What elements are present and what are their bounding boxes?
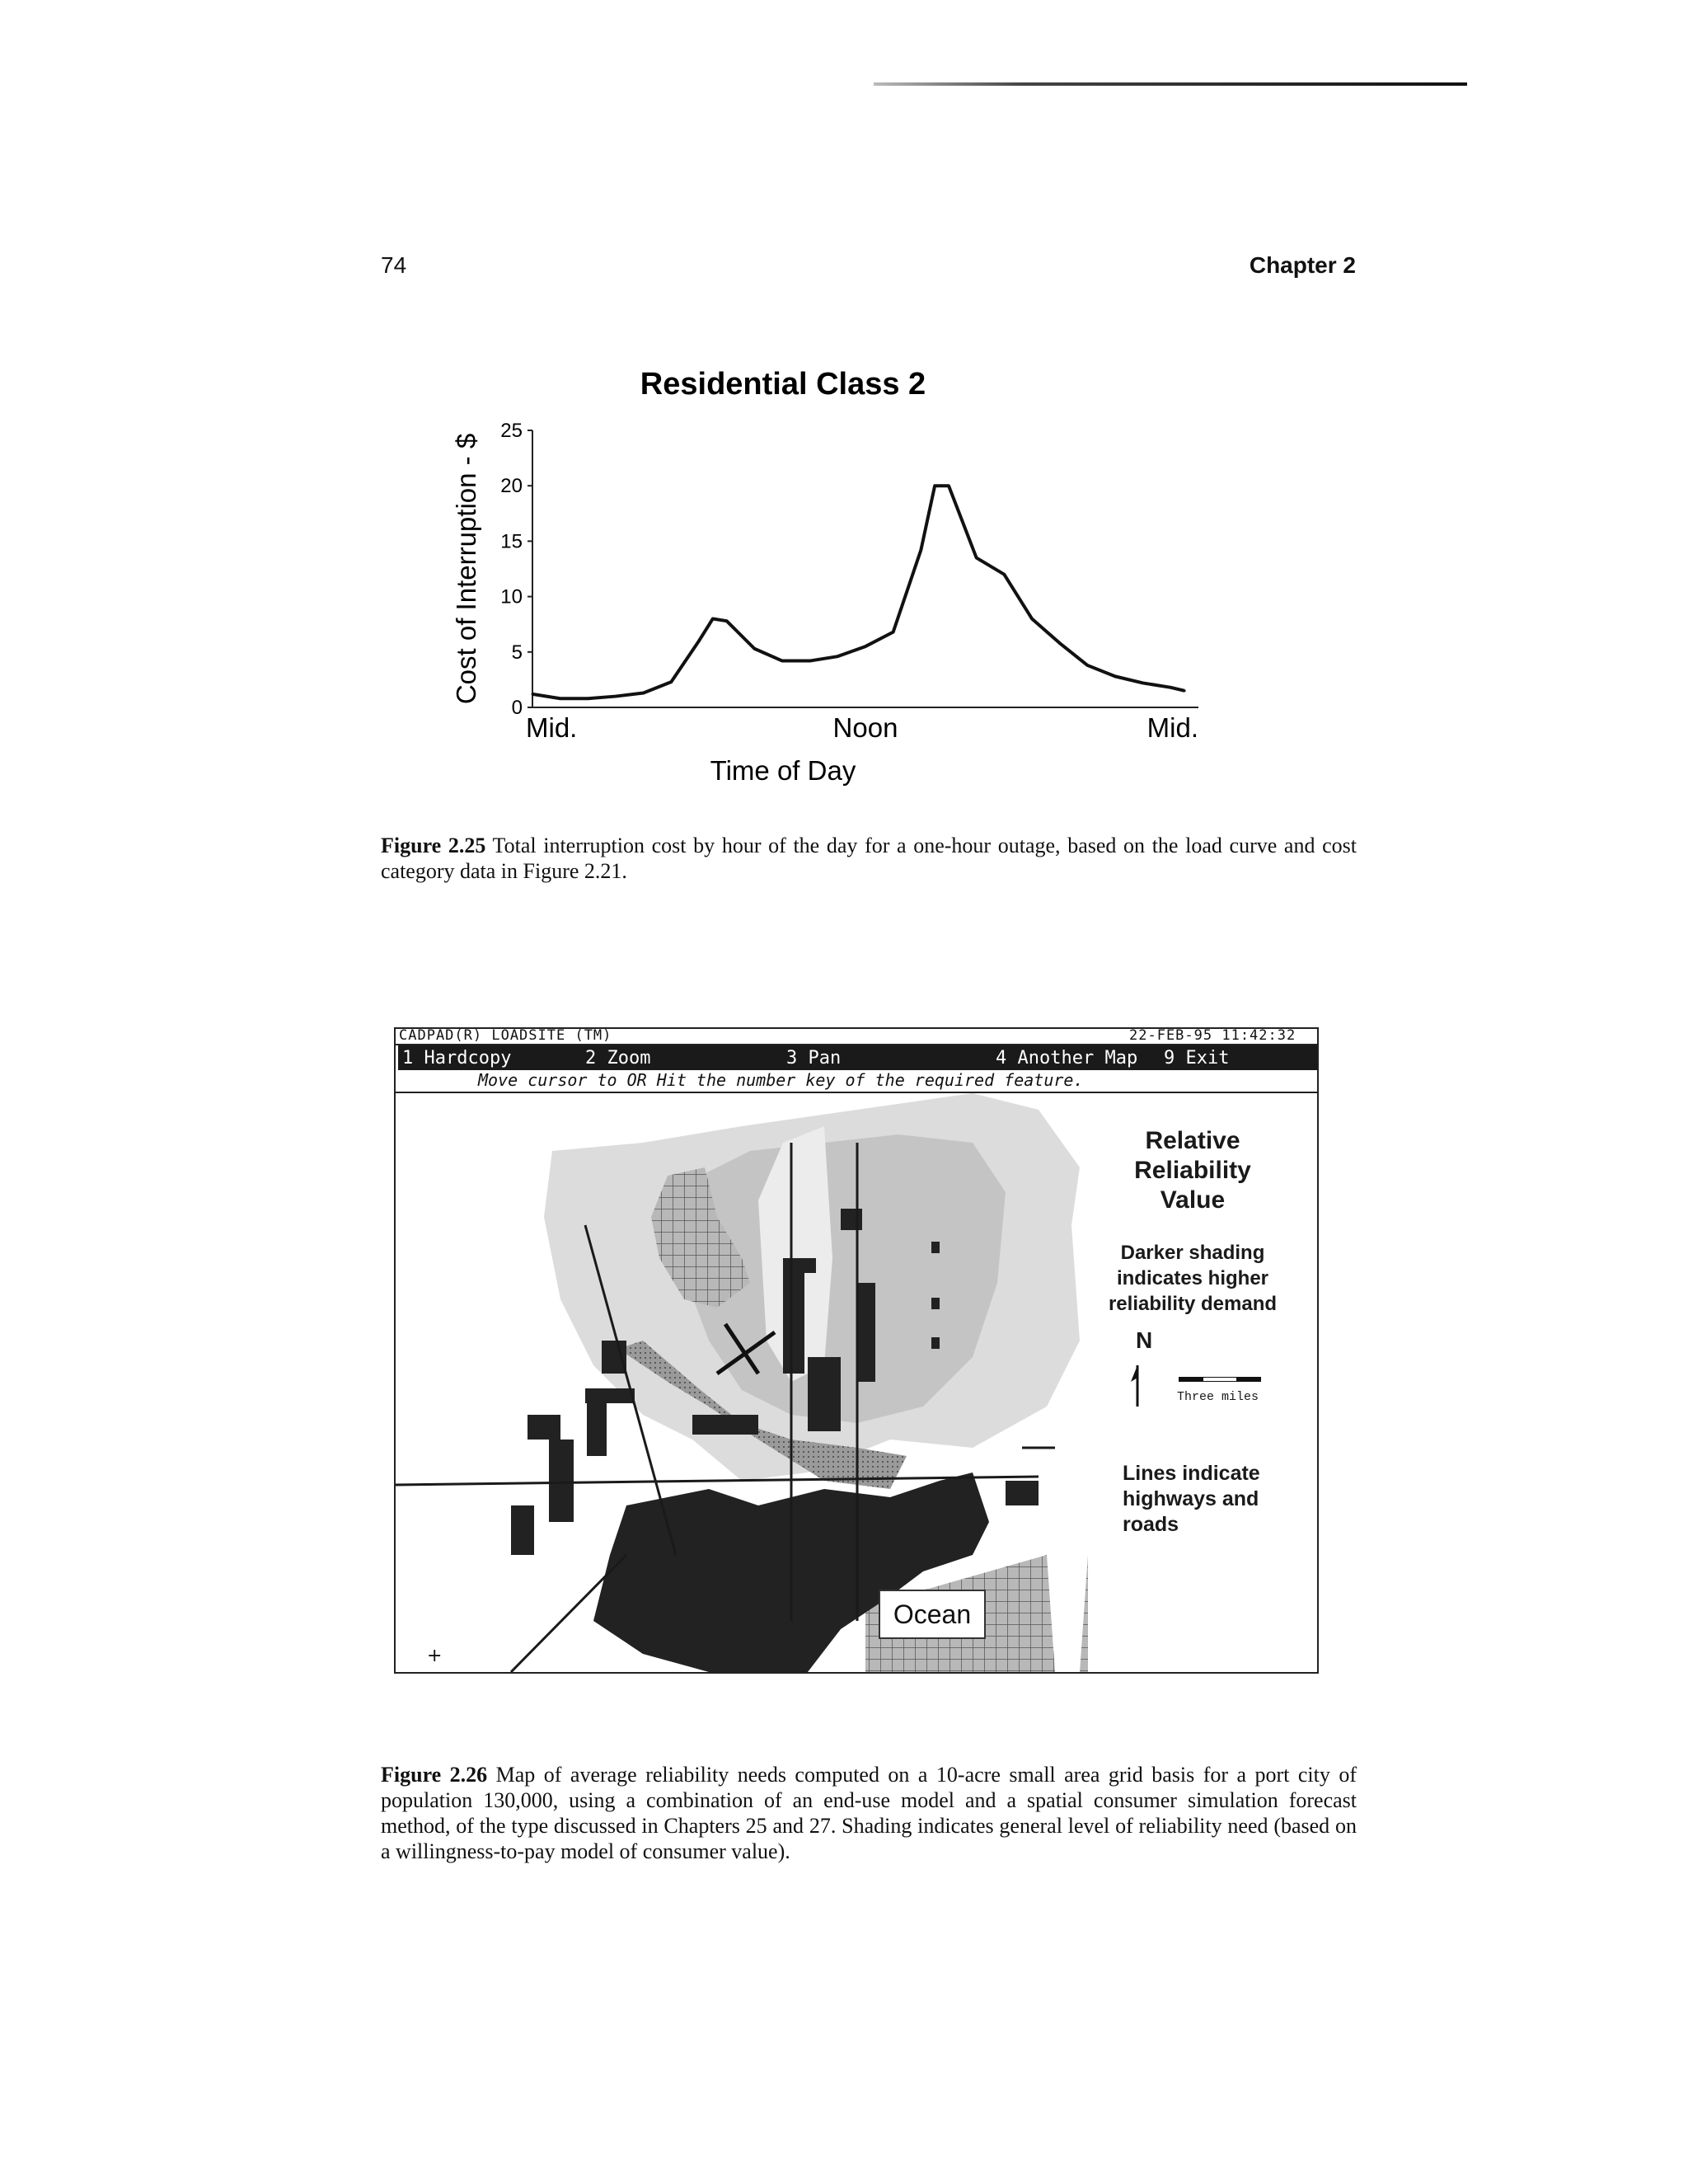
data-point <box>1142 682 1144 684</box>
data-point <box>1058 642 1061 645</box>
header-rule <box>874 82 1467 86</box>
scale-bar-gap <box>1203 1378 1236 1381</box>
x-axis-label: Time of Day <box>710 755 856 786</box>
series-line <box>532 486 1184 698</box>
map-prompt: Move cursor to OR Hit the number key of the required feature. <box>478 1070 1084 1090</box>
map-screenshot <box>394 1027 1319 1674</box>
data-point <box>1184 689 1186 692</box>
chapter-title: Chapter 2 <box>1249 252 1356 278</box>
y-tick-label: 25 <box>500 420 523 442</box>
dark-block <box>528 1415 560 1440</box>
data-point <box>934 485 936 487</box>
map-menu-bar <box>396 1045 1317 1070</box>
menu-another-map[interactable]: 4 Another Map <box>996 1048 1138 1069</box>
legend-title: Relative Reliability Value <box>1134 1127 1251 1214</box>
y-tick-label: 15 <box>500 530 523 553</box>
data-point <box>948 485 950 487</box>
data-point <box>809 660 811 662</box>
y-tick-label: 5 <box>511 641 523 664</box>
menu-exit[interactable]: 9 Exit <box>1164 1048 1230 1069</box>
map-title-bar <box>396 1029 1317 1045</box>
figure-2-26-text: Map of average reliability needs computed on a 10-acre small area grid basis for a port city of population 130,000, using a combination of an end-use model and a spatial consumer simulation forecast method, of the type discussed in Chapters 25 and 27. Shading indicates general level of reliability need (based on a willingness-to-pay model of consumer value). <box>381 1763 1357 1863</box>
data-point <box>920 549 922 552</box>
dark-block <box>857 1283 875 1382</box>
line-chart <box>445 363 1253 800</box>
dark-block <box>931 1337 940 1349</box>
figure-2-25-caption <box>381 833 1357 884</box>
data-point <box>781 660 784 662</box>
y-tick-label: 20 <box>500 475 523 498</box>
legend-lines-note: Lines indicate highways and roads <box>1123 1462 1260 1536</box>
map-cursor-icon: + <box>427 1646 443 1666</box>
map-prompt-bar <box>396 1070 1317 1093</box>
data-point <box>975 557 978 559</box>
dark-block <box>511 1505 534 1555</box>
ocean-label: Ocean <box>879 1590 986 1639</box>
data-point <box>1003 573 1006 575</box>
north-label: N <box>1136 1327 1153 1353</box>
y-tick-label: 0 <box>511 697 523 719</box>
x-tick-label: Noon <box>832 712 898 743</box>
data-point <box>615 695 617 697</box>
dark-block <box>931 1242 940 1253</box>
data-point <box>753 647 756 650</box>
y-axis-label: Cost of Interruption - $ <box>451 433 481 705</box>
data-point <box>670 681 673 683</box>
figure-2-26-caption <box>381 1762 1357 1864</box>
data-point <box>532 693 534 695</box>
chart-title: Residential Class 2 <box>640 367 926 402</box>
data-point <box>1086 664 1089 666</box>
figure-2-25-text: Total interruption cost by hour of the day for a one-hour outage, based on the load curve and cost category data in Figure 2.21. <box>381 834 1357 883</box>
dark-block <box>585 1388 635 1403</box>
dark-block <box>808 1357 841 1431</box>
data-point <box>837 655 839 658</box>
dark-block <box>549 1440 574 1522</box>
dark-block <box>783 1258 804 1374</box>
x-tick-label: Mid. <box>1146 712 1198 743</box>
menu-separator <box>396 1045 398 1070</box>
menu-pan[interactable]: 3 Pan <box>786 1048 842 1069</box>
dark-block <box>841 1209 862 1230</box>
data-point <box>725 620 728 622</box>
data-point <box>892 631 894 633</box>
map-app-title: CADPAD(R) LOADSITE (TM) <box>399 1027 612 1044</box>
dark-block <box>931 1298 940 1309</box>
menu-hardcopy[interactable]: 1 Hardcopy <box>402 1048 512 1069</box>
data-point <box>698 640 701 642</box>
data-point <box>865 646 867 648</box>
dark-block <box>692 1415 758 1435</box>
data-point <box>642 692 645 694</box>
map-timestamp: 22-FEB-95 11:42:32 <box>1129 1027 1296 1044</box>
data-point <box>1031 618 1034 620</box>
data-point <box>559 697 561 700</box>
scale-label: Three miles <box>1177 1390 1259 1404</box>
menu-zoom[interactable]: 2 Zoom <box>585 1048 651 1069</box>
y-tick-label: 10 <box>500 585 523 608</box>
dark-block <box>1006 1481 1039 1505</box>
x-tick-label: Mid. <box>526 712 578 743</box>
data-point <box>587 697 589 700</box>
page-number: 74 <box>381 252 407 278</box>
data-point <box>1114 675 1117 678</box>
data-point <box>711 618 714 620</box>
data-point <box>1170 686 1172 688</box>
figure-2-26-label: Figure 2.26 <box>381 1763 488 1787</box>
dark-block <box>783 1258 816 1273</box>
legend-shading-note: Darker shading indicates higher reliability demand <box>1108 1242 1278 1315</box>
figure-2-25-label: Figure 2.25 <box>381 834 486 857</box>
